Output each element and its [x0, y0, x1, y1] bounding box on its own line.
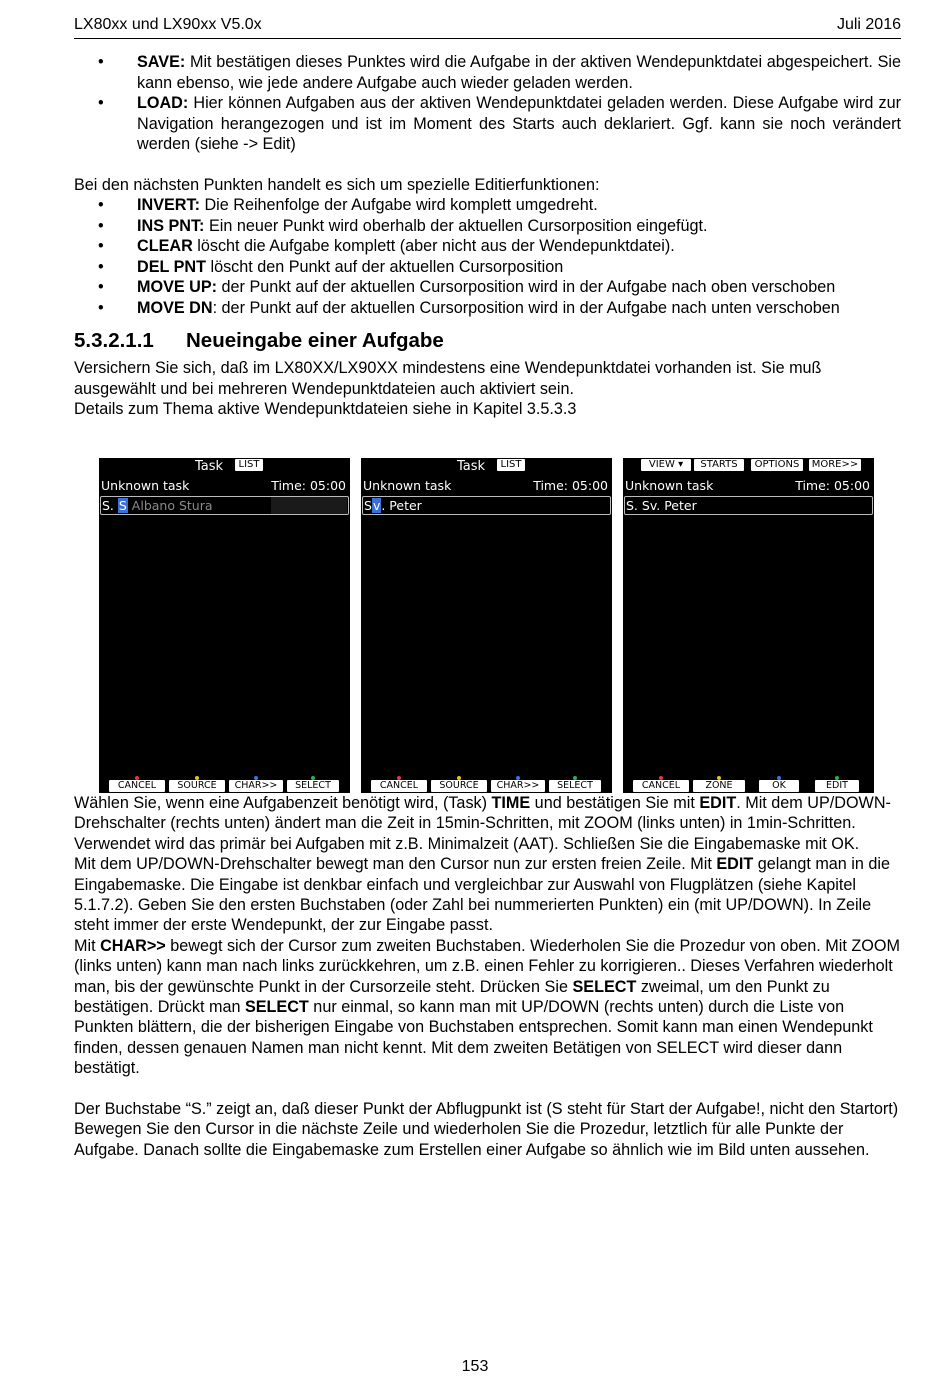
task-name: Unknown task	[625, 478, 714, 493]
edit-button[interactable]: EDIT	[815, 780, 859, 792]
screen-title: Task	[457, 459, 486, 474]
zone-button[interactable]: ZONE	[693, 780, 745, 792]
tab-starts[interactable]: STARTS	[694, 459, 744, 471]
tab-list[interactable]: LIST	[235, 459, 263, 471]
device-screen-3	[623, 458, 874, 793]
paragraph: Bewegen Sie den Cursor in die nächste Zeile und wiederholen Sie die Prozedur, letztlich für alle Punkte der Aufgabe. Danach sollte die Eingabemaske zum Erstellen einer Aufgabe so ähnlich wie im Bild unten aussehen.	[74, 1120, 870, 1159]
list-item: • LOAD: Hier können Aufgaben aus der aktiven Wendepunktdatei geladen werden. Diese Aufgabe wird zur Navigation herangezogen und ist im Moment des Starts auch deklariert. Ggf. kann sie noch verändert werden (siehe -> Edit)	[74, 93, 901, 155]
paragraph: Versichern Sie sich, daß im LX80XX/LX90XX mindestens eine Wendepunktdatei vorhanden ist. Sie muß ausgewählt und bei mehreren Wendepunktdateien auch aktiviert sein.	[74, 359, 822, 398]
ok-button[interactable]: OK	[759, 780, 799, 792]
page-number: 153	[461, 1358, 489, 1375]
menu-functions-list	[74, 52, 901, 155]
cancel-button[interactable]: CANCEL	[371, 780, 427, 792]
paragraph: Details zum Thema aktive Wendepunktdateien siehe in Kapitel 3.5.3.3	[74, 400, 577, 418]
task-time: Time: 05:00	[533, 478, 608, 493]
list-item: • DEL PNT löscht den Punkt auf der aktuellen Cursorposition	[74, 257, 901, 278]
select-button[interactable]: SELECT	[287, 780, 339, 792]
tab-more[interactable]: MORE>>	[809, 459, 861, 471]
tab-list[interactable]: LIST	[497, 459, 525, 471]
text-cursor: S	[118, 498, 127, 513]
section-heading: 5.3.2.1.1 Neueingabe einer Aufgabe	[74, 329, 444, 352]
text-cursor: v	[372, 498, 381, 513]
device-screen-1	[99, 458, 350, 793]
char-next-button[interactable]: CHAR>>	[491, 780, 545, 792]
content-top	[74, 52, 901, 420]
content-bottom	[74, 793, 901, 1160]
list-item: • SAVE: Mit bestätigen dieses Punktes wird die Aufgabe in der aktiven Wendepunktdatei abgespeichert. Sie kann ebenso, wie jede andere Aufgabe auch wieder geladen werden.	[74, 52, 901, 93]
waypoint-entry-row[interactable]: S. S Albano Stura	[100, 496, 349, 515]
tab-options[interactable]: OPTIONS	[751, 459, 803, 471]
list-item: • INVERT: Die Reihenfolge der Aufgabe wird komplett umgedreht.	[74, 195, 901, 216]
edit-functions-list	[74, 195, 901, 318]
header-title: LX80xx und LX90xx V5.0x	[74, 16, 262, 33]
task-name: Unknown task	[363, 478, 452, 493]
device-screenshots	[99, 458, 875, 793]
paragraph: Mit CHAR>> bewegt sich der Cursor zum zweiten Buchstaben. Wiederholen Sie die Prozedur von oben. Mit ZOOM (links unten) kann man nach links zurückkehren, um z.B. einen Fehler zu korrigieren.. Dieses Verfahren wiederholt man, bis der gewünschte Punkt in der Cursorzeile steht. Drücken Sie SELECT zweimal, um den Punkt zu bestätigen. Drückt man SELECT nur einmal, so kann man mit UP/DOWN (rechts unten) durch die Liste von Punkten blättern, die der bisherigen Eingabe von Buchstaben entsprechen. Somit kann man einen Wendepunkt finden, dessen genauen Namen man nicht kennt. Mit dem zweiten Betätigen von SELECT wird dieser dann bestätigt.	[74, 936, 900, 1078]
task-time: Time: 05:00	[795, 478, 870, 493]
paragraph: Wählen Sie, wenn eine Aufgabenzeit benötigt wird, (Task) TIME und bestätigen Sie mit EDIT. Mit dem UP/DOWN-Drehschalter (rechts unten) ändert man die Zeit in 15min-Schritten, mit ZOOM (links unten) in 1min-Schritten. Verwendet wird das primär bei Aufgaben mit z.B. Minimalzeit (AAT). Schließen Sie die Eingabemaske mit OK.	[74, 794, 891, 853]
tab-view[interactable]: VIEW ▾	[641, 459, 691, 471]
waypoint-entry-row[interactable]: Sv. Peter	[362, 496, 611, 515]
source-button[interactable]: SOURCE	[431, 780, 487, 792]
cancel-button[interactable]: CANCEL	[633, 780, 689, 792]
task-name: Unknown task	[101, 478, 190, 493]
note-paragraph: Der Buchstabe “S.” zeigt an, daß dieser Punkt der Abflugpunkt ist (S steht für Start der Aufgabe!, nicht den Startort)	[74, 1099, 899, 1118]
paragraph: Mit dem UP/DOWN-Drehschalter bewegt man den Cursor nun zur ersten freien Zeile. Mit EDIT gelangt man in die Eingabemaske. Die Eingabe ist denkbar einfach und vergleichbar zur Auswahl von Flugplätzen (siehe Kapitel 5.1.7.2). Geben Sie den ersten Buchstaben (oder Zahl bei nummerierten Punkten) ein (mit UP/DOWN). In Zeile steht immer der erste Wendepunkt, der zur Eingabe passt.	[74, 855, 891, 935]
intro-edit-functions: Bei den nächsten Punkten handelt es sich um spezielle Editierfunktionen:	[74, 175, 600, 194]
waypoint-row[interactable]: S. Sv. Peter	[624, 496, 873, 515]
device-screen-2	[361, 458, 612, 793]
screen-title: Task	[195, 459, 224, 474]
list-item: • CLEAR löscht die Aufgabe komplett (aber nicht aus der Wendepunktdatei).	[74, 236, 901, 257]
cancel-button[interactable]: CANCEL	[109, 780, 165, 792]
header-date: Juli 2016	[836, 16, 901, 33]
list-item: • MOVE UP: der Punkt auf der aktuellen Cursorposition wird in der Aufgabe nach oben verschoben	[74, 277, 901, 298]
char-next-button[interactable]: CHAR>>	[229, 780, 283, 792]
list-item: • INS PNT: Ein neuer Punkt wird oberhalb der aktuellen Cursorposition eingefügt.	[74, 216, 901, 237]
task-time: Time: 05:00	[271, 478, 346, 493]
page-header	[74, 14, 901, 39]
select-button[interactable]: SELECT	[549, 780, 601, 792]
list-item: • MOVE DN: der Punkt auf der aktuellen Cursorposition wird in der Aufgabe nach unten verschoben	[74, 298, 901, 319]
chevron-down-icon: ▾	[678, 459, 684, 470]
source-button[interactable]: SOURCE	[169, 780, 225, 792]
